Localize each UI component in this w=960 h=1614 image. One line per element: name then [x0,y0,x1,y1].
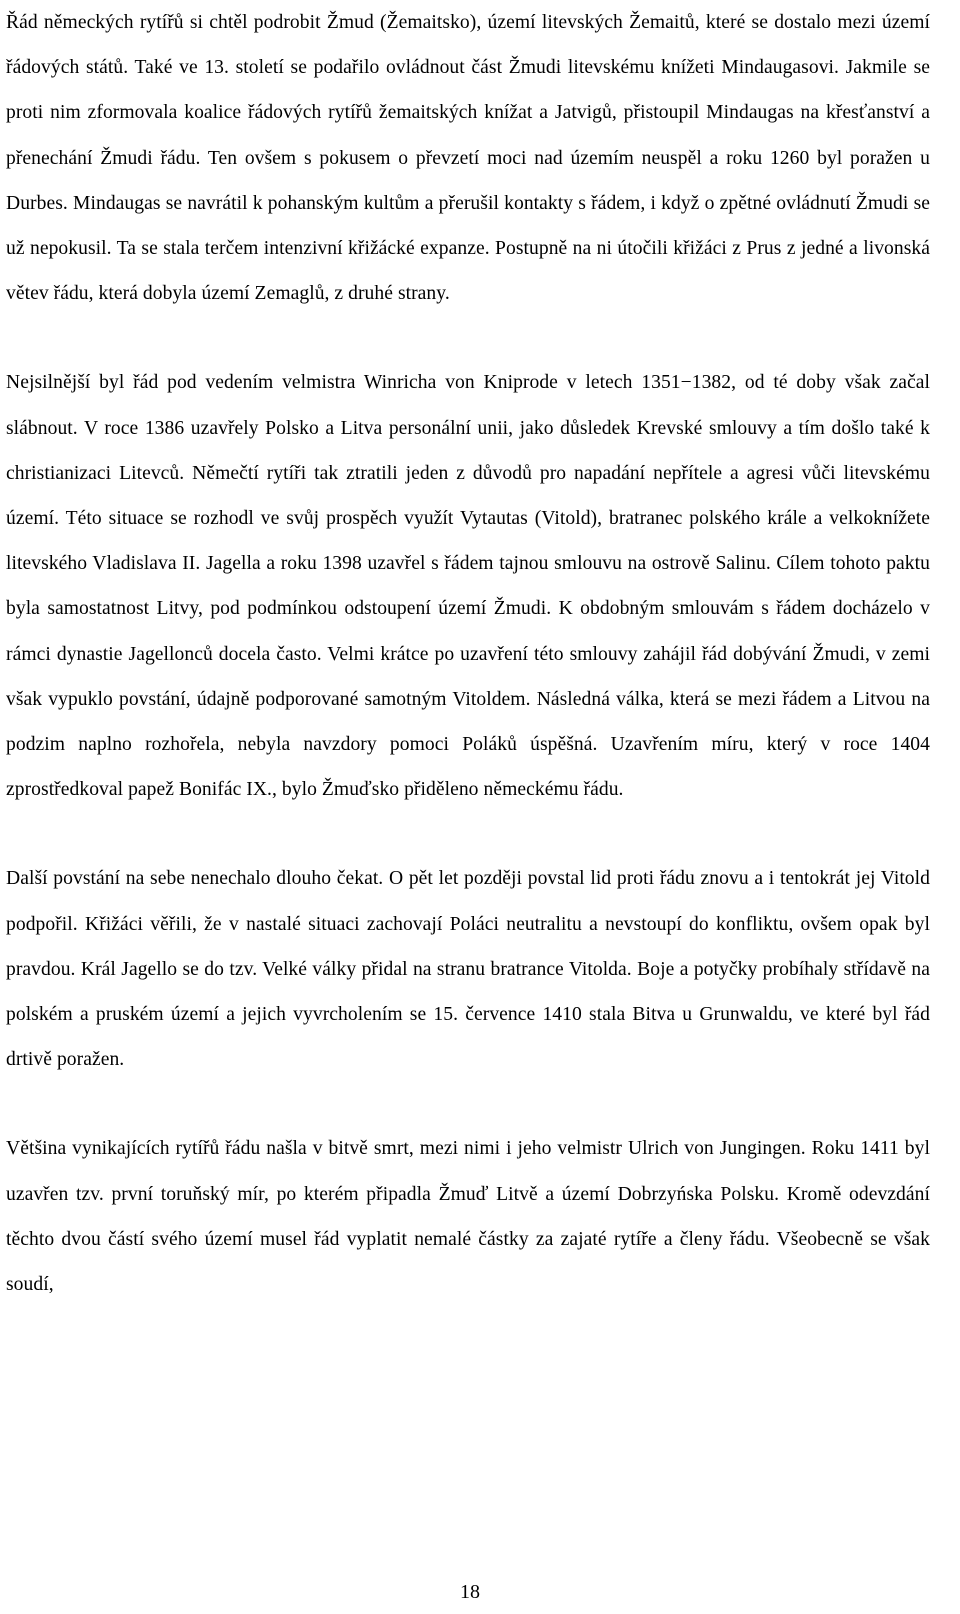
paragraph-spacer [6,1082,930,1126]
paragraph-3: Další povstání na sebe nenechalo dlouho čekat. O pět let později povstal lid proti řádu znovu a i tentokrát jej Vitold podpořil. Křižáci věřili, že v nastalé situaci zachovají Poláci neutralitu a nevstoupí do konfliktu, ovšem opak byl pravdou. Král Jagello se do tzv. Velké války přidal na stranu bratrance Vitolda. Boje a potyčky probíhaly střídavě na polském a pruském území a jejich vyvrcholením se 15. července 1410 stala Bitva u Grunwaldu, ve které byl řád drtivě poražen. [6,868,930,1071]
body-text [6,0,930,1307]
page-number: 18 [460,1581,480,1603]
paragraph-spacer [6,316,930,360]
paragraph-1: Řád německých rytířů si chtěl podrobit Žmud (Žemaitsko), území litevských Žemaitů, které se dostalo mezi území řádových států. Také ve 13. století se podařilo ovládnout část Žmudi litevskému knížeti Mindaugasovi. Jakmile se proti nim zformovala koalice řádových rytířů žemaitských knížat a Jatvigů, přistoupil Mindaugas na křesťanství a přenechání Žmudi řádu. Ten ovšem s pokusem o převzetí moci nad územím neuspěl a roku 1260 byl poražen u Durbes. Mindaugas se navrátil k pohanským kultům a přerušil kontakty s řádem, i když o zpětné ovládnutí Žmudi se už nepokusil. Ta se stala terčem intenzivní křižácké expanze. Postupně na ni útočili křižáci z Prus z jedné a livonská větev řádu, která dobyla území Zemaglů, z druhé strany. [6,12,930,305]
paragraph-2: Nejsilnější byl řád pod vedením velmistra Winricha von Kniprode v letech 1351−1382, od té doby však začal slábnout. V roce 1386 uzavřely Polsko a Litva personální unii, jako důsledek Krevské smlouvy a tím došlo také k christianizaci Litevců. Němečtí rytíři tak ztratili jeden z důvodů pro napadání nepřítele a agresi vůči litevskému území. Této situace se rozhodl ve svůj prospěch využít Vytautas (Vitold), bratranec polského krále a velkoknížete litevského Vladislava II. Jagella a roku 1398 uzavřel s řádem tajnou smlouvu na ostrově Salinu. Cílem tohoto paktu byla samostatnost Litvy, pod podmínkou odstoupení území Žmudi. K obdobným smlouvám s řádem docházelo v rámci dynastie Jagellonců docela často. Velmi krátce po uzavření této smlouvy zahájil řád dobývání Žmudi, v zemi však vypuklo povstání, údajně podporované samotným Vitoldem. Následná válka, která se mezi řádem a Litvou na podzim naplno rozhořela, nebyla navzdory pomoci Poláků úspěšná. Uzavřením míru, který v roce 1404 zprostředkoval papež Bonifác IX., bylo Žmuďsko přiděleno německému řádu. [6,372,930,801]
paragraph-spacer [6,812,930,856]
paragraph-4: Většina vynikajících rytířů řádu našla v bitvě smrt, mezi nimi i jeho velmistr Ulrich von Jungingen. Roku 1411 byl uzavřen tzv. první toruňský mír, po kterém připadla Žmuď Litvě a území Dobrzyńska Polsku. Kromě odevzdání těchto dvou částí svého území musel řád vyplatit nemalé částky za zajaté rytíře a členy řádu. Všeobecně se však soudí, [6,1138,930,1296]
